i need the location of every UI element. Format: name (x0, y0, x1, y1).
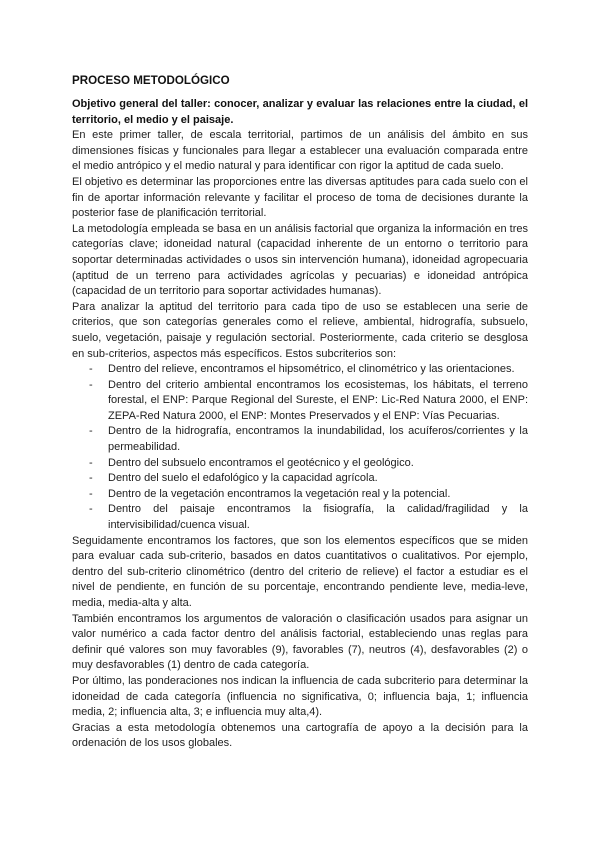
subcriteria-list (72, 362, 528, 534)
list-item: - Dentro de la vegetación encontramos la vegetación real y la potencial. (108, 487, 528, 503)
document-page (72, 73, 528, 752)
list-item: - Dentro del suelo el edafológico y la capacidad agrícola. (108, 471, 528, 487)
list-item: - Dentro del paisaje encontramos la fisiografía, la calidad/fragilidad y la intervisibilidad/cuenca visual. (108, 502, 528, 533)
paragraph-conclusion: Gracias a esta metodología obtenemos una cartografía de apoyo a la decisión para la ordenación de los usos globales. (72, 721, 528, 750)
section-title: PROCESO METODOLÓGICO (72, 74, 230, 87)
paragraph-factors: Seguidamente encontramos los factores, que son los elementos específicos que se miden para evaluar cada sub-criterio, basados en datos cuantitativos o cualitativos. Por ejemplo, dentro del sub-criterio clinométrico (dentro del criterio de relieve) el factor a estudiar es el nivel de pendiente, en función de su porcentaje, encontrando pendiente leve, media-leve, media, media-alta y alta. (72, 534, 528, 609)
paragraph-weights: Por último, las ponderaciones nos indican la influencia de cada subcriterio para determinar la idoneidad de cada categoría (influencia no significativa, 0; influencia baja, 1; influencia media, 2; influencia alta, 3; e influencia muy alta,4). (72, 674, 528, 719)
paragraph-criteria: Para analizar la aptitud del territorio para cada tipo de uso se establecen una serie de criterios, que son categorías generales como el relieve, ambiental, hidrografía, subsuelo, suelo, vegetación, paisaje y regulación sectorial. Posteriormente, cada criterio se desglosa en sub-criterios, aspectos más específicos. Estos subcriterios son: (72, 300, 528, 360)
list-item: - Dentro de la hidrografía, encontramos la inundabilidad, los acuíferos/corrientes y la permeabilidad. (108, 424, 528, 455)
list-item: - Dentro del subsuelo encontramos el geotécnico y el geológico. (108, 456, 528, 472)
paragraph-goal: El objetivo es determinar las proporciones entre las diversas aptitudes para cada suelo con el fin de aportar información relevante y facilitar el proceso de toma de decisiones durante la posterior fase de planificación territorial. (72, 175, 528, 220)
list-item: - Dentro del criterio ambiental encontramos los ecosistemas, los hábitats, el terreno forestal, el ENP: Parque Regional del Sureste, el ENP: Lic-Red Natura 2000, el ENP: ZEPA-Red Natura 2000, el ENP: Montes Preservados y el ENP: Vías Pecuarias. (108, 378, 528, 425)
paragraph-valuation: También encontramos los argumentos de valoración o clasificación usados para asignar un valor numérico a cada factor dentro del análisis factorial, estableciendo unas reglas para definir qué valores son muy favorables (9), favorables (7), neutros (4), desfavorables (2) o muy desfavorables (1) dentro de cada categoría. (72, 612, 528, 672)
list-item: - Dentro del relieve, encontramos el hipsométrico, el clinométrico y las orientaciones. (108, 362, 528, 378)
paragraph-scope: En este primer taller, de escala territorial, partimos de un análisis del ámbito en sus dimensiones físicas y funcionales para llegar a establecer una evaluación comparada entre el medio antrópico y el medio natural y para identificar con rigor la aptitud de cada suelo. (72, 129, 528, 173)
paragraph-methodology: La metodología empleada se basa en un análisis factorial que organiza la información en tres categorías clave; idoneidad natural (capacidad inherente de un entorno o territorio para soportar determinadas actividades o usos sin intervención humana), idoneidad agropecuaria (aptitud de un terreno para actividades agrícolas y pecuarias) e idoneidad antrópica (capacidad de un territorio para soportar actividades humanas). (72, 222, 528, 298)
workshop-objective: Objetivo general del taller: conocer, analizar y evaluar las relaciones entre la ciudad, el territorio, el medio y el paisaje. (72, 98, 528, 126)
